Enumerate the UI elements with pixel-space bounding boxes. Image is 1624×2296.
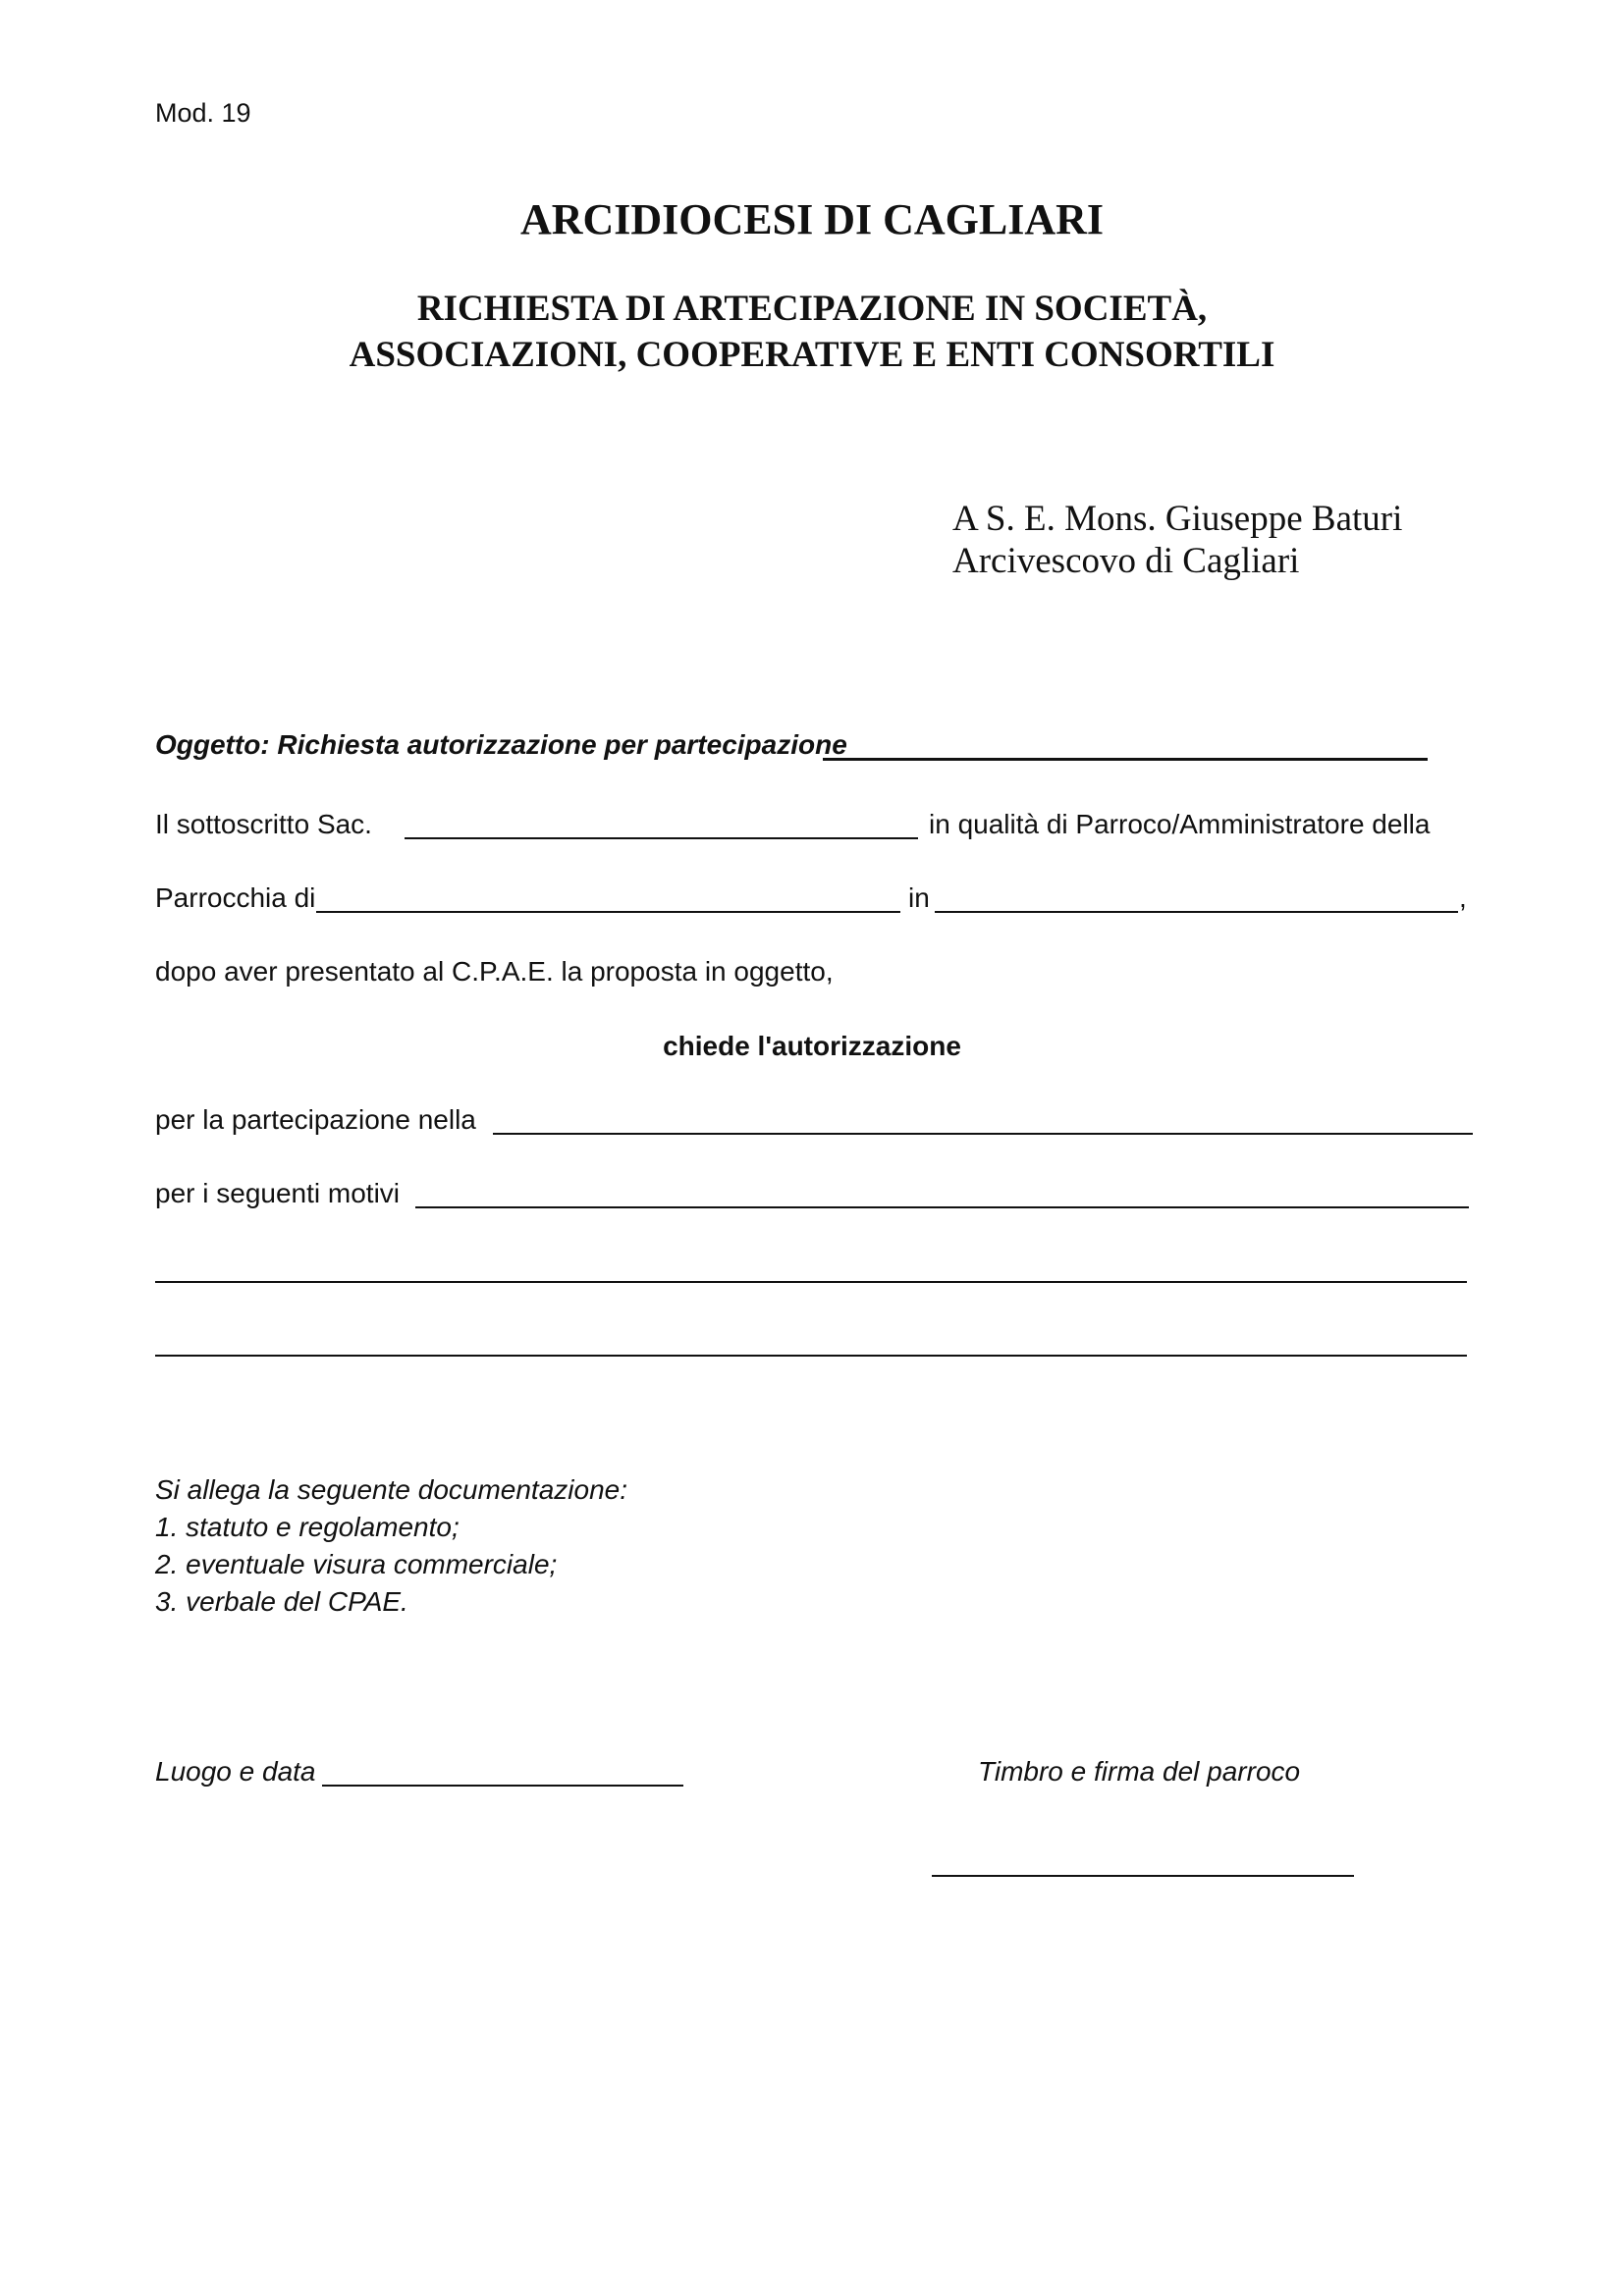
document-title-line-1: RICHIESTA DI ARTECIPAZIONE IN SOCIETÀ,: [416, 289, 1208, 329]
participation-entity-field[interactable]: [493, 1133, 1473, 1135]
addressee-name: A S. E. Mons. Giuseppe Baturi: [952, 499, 1403, 539]
organization-title: ARCIDIOCESI DI CAGLIARI: [519, 195, 1105, 243]
signature-field[interactable]: [932, 1875, 1354, 1877]
parish-comma: ,: [1459, 882, 1467, 913]
reasons-label: per i seguenti motivi: [155, 1178, 401, 1208]
reasons-field-line-3[interactable]: [155, 1355, 1467, 1357]
request-heading: chiede l'autorizzazione: [663, 1031, 961, 1061]
parish-location-field[interactable]: [935, 911, 1458, 913]
role-label: in qualità di Parroco/Amministratore della: [929, 809, 1431, 839]
priest-name-field[interactable]: [405, 837, 918, 839]
parish-location-label: in: [908, 882, 930, 913]
subject-field[interactable]: [823, 758, 1428, 761]
attachment-item: 2. eventuale visura commerciale;: [155, 1549, 558, 1579]
parish-label: Parrocchia di: [155, 882, 316, 913]
place-date-label: Luogo e data: [155, 1756, 316, 1787]
undersigned-label: Il sottoscritto Sac.: [155, 809, 372, 839]
parish-name-field[interactable]: [316, 911, 900, 913]
reasons-field-line-1[interactable]: [415, 1206, 1469, 1208]
subject-label: Oggetto: Richiesta autorizzazione per partecipazione: [155, 729, 847, 760]
attachment-item: 3. verbale del CPAE.: [155, 1586, 408, 1617]
place-date-field[interactable]: [322, 1785, 683, 1787]
form-model-number: Mod. 19: [155, 98, 251, 128]
attachments-intro: Si allega la seguente documentazione:: [155, 1474, 628, 1505]
addressee-title: Arcivescovo di Cagliari: [952, 541, 1300, 581]
cpae-statement: dopo aver presentato al C.P.A.E. la proposta in oggetto,: [155, 956, 834, 987]
document-title-line-2: ASSOCIAZIONI, COOPERATIVE E ENTI CONSORTILI: [349, 335, 1275, 375]
attachment-item: 1. statuto e regolamento;: [155, 1512, 460, 1542]
reasons-field-line-2[interactable]: [155, 1281, 1467, 1283]
participation-label: per la partecipazione nella: [155, 1104, 476, 1135]
stamp-signature-label: Timbro e firma del parroco: [978, 1756, 1301, 1787]
